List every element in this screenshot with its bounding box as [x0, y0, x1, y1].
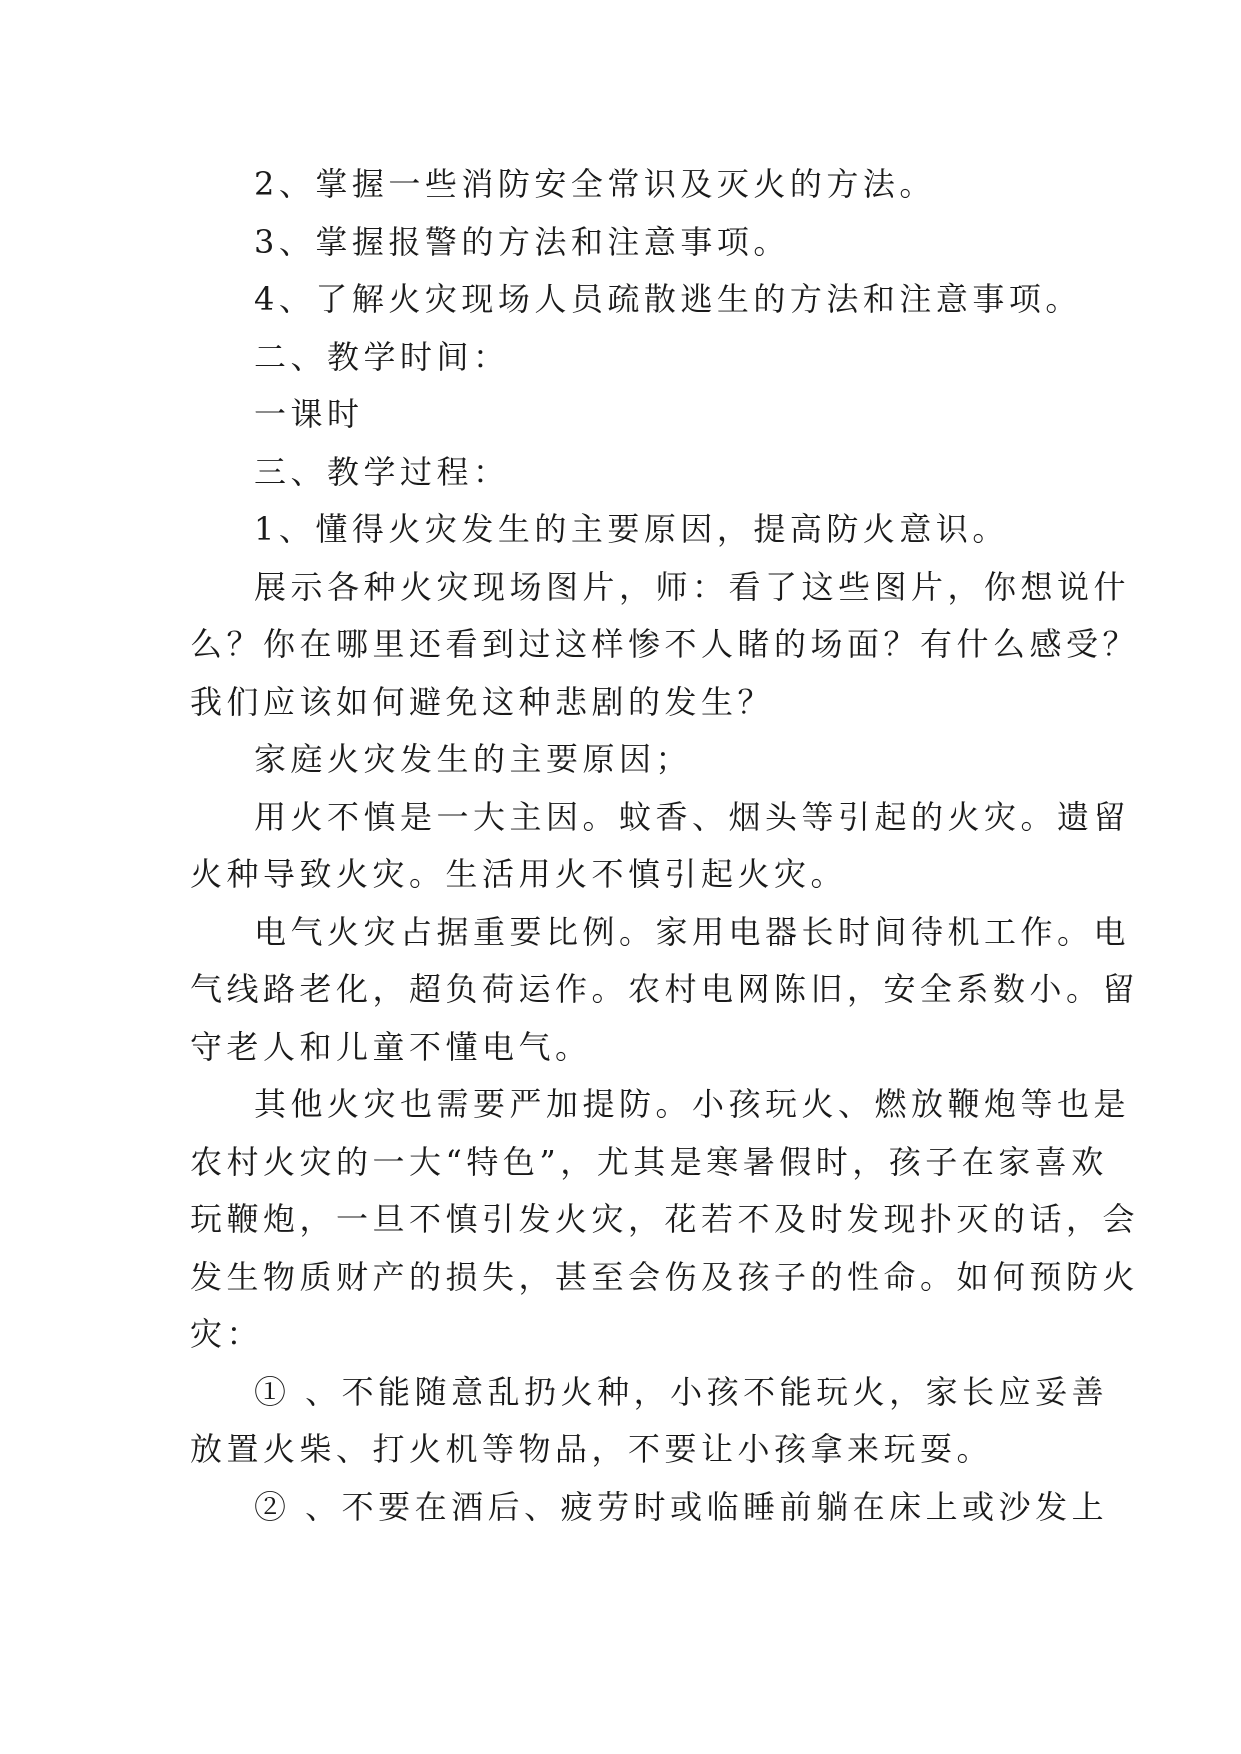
text-line: 二、教学时间： [254, 337, 510, 376]
text-line: 电气火灾占据重要比例。家用电器长时间待机工作。电 [254, 912, 1131, 951]
paragraph-objective-2 [190, 156, 1050, 214]
text-line: ① 、不能随意乱扔火种，小孩不能玩火，家长应妥善 [254, 1372, 1109, 1411]
text-line: ② 、不要在酒后、疲劳时或临睡前躺在床上或沙发上 [254, 1487, 1109, 1526]
text-line: 用火不慎是一大主因。蚊香、烟头等引起的火灾。遗留 [254, 797, 1131, 836]
paragraph-process-step-1 [190, 501, 1050, 559]
document-body [190, 156, 1140, 1536]
text-line: 放置火柴、打火机等物品，不要让小孩拿来玩耍。 [190, 1430, 994, 1468]
text-line: 发生物质财产的损失，甚至会伤及孩子的性命。如何预防火 [190, 1257, 1140, 1296]
text-line: 3、掌握报警的方法和注意事项。 [254, 222, 790, 261]
text-line: 一课时 [254, 395, 364, 433]
text-line: 三、教学过程： [254, 452, 510, 491]
text-line: 守老人和儿童不懂电气。 [190, 1027, 592, 1066]
paragraph-prevention-1 [190, 1364, 1109, 1479]
paragraph-objective-4 [190, 271, 1082, 329]
text-line: 农村火灾的一大“特色”，尤其是寒暑假时，孩子在家喜欢 [190, 1142, 1108, 1181]
text-line: 我们应该如何避免这种悲剧的发生？ [190, 682, 775, 721]
paragraph-electrical-fires [190, 904, 1140, 1077]
paragraph-prevention-2 [190, 1479, 1109, 1537]
text-line: 玩鞭炮，一旦不慎引发火灾，花若不及时发现扑灭的话，会 [190, 1200, 1140, 1238]
text-line: 家庭火灾发生的主要原因； [254, 740, 693, 778]
paragraph-main-causes [190, 731, 1050, 789]
text-line: 么？你在哪里还看到过这样惨不人睹的场面？有什么感受？ [190, 625, 1140, 663]
text-line: 灾： [190, 1315, 264, 1353]
text-line: 4、了解火灾现场人员疏散逃生的方法和注意事项。 [254, 280, 1082, 318]
paragraph-objective-3 [190, 214, 1050, 272]
paragraph-show-pictures [190, 559, 1140, 732]
text-line: 1、懂得火灾发生的主要原因，提高防火意识。 [254, 510, 1009, 548]
paragraph-one-lesson [190, 386, 1050, 444]
section-heading-teaching-process [190, 444, 1050, 502]
text-line: 2、掌握一些消防安全常识及灭火的方法。 [254, 165, 936, 203]
section-heading-teaching-time [190, 329, 1050, 387]
text-line: 其他火灾也需要严加提防。小孩玩火、燃放鞭炮等也是 [254, 1085, 1131, 1123]
text-line: 气线路老化，超负荷运作。农村电网陈旧，安全系数小。留 [190, 970, 1140, 1008]
paragraph-careless-fire-use [190, 789, 1131, 904]
paragraph-other-fires [190, 1076, 1140, 1364]
text-line: 火种导致火灾。生活用火不慎引起火灾。 [190, 855, 848, 893]
text-line: 展示各种火灾现场图片，师：看了这些图片，你想说什 [254, 567, 1131, 606]
